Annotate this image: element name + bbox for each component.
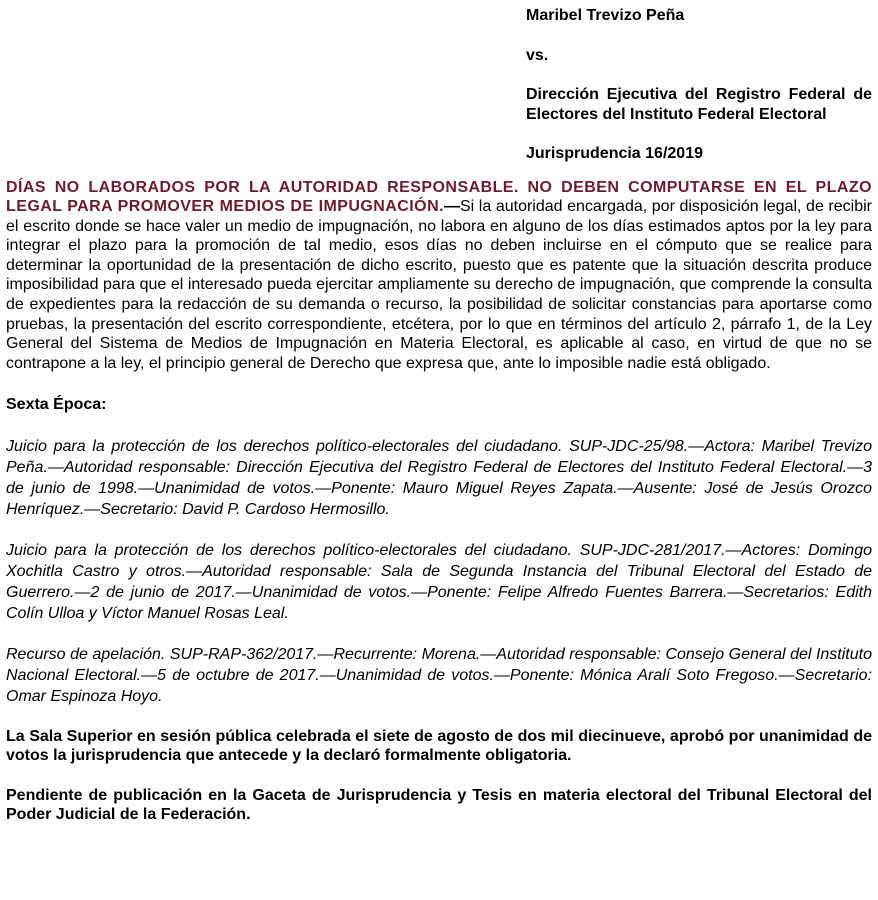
thesis-dash: — [443,198,460,216]
precedent-1: Juicio para la protección de los derechos político-electorales del ciudadano. SUP-JDC-25/98.—Actora: Maribel Trevizo Peña.—Autoridad responsable: Dirección Ejecutiva del Registro Federal de Electores del Instituto Federal Electoral.—3 de junio de 1998.—Unanimidad de votos.—Ponente: Mauro Miguel Reyes Zapata.—Ausente: José de Jesús Orozco Henríquez.—Secretario: David P. Cardoso Hermosillo. [6,437,872,518]
actor-name: Maribel Trevizo Peña [526,7,685,24]
case-header [526,6,872,164]
thesis-title: DÍAS NO LABORADOS POR LA AUTORIDAD RESPONSABLE. NO DEBEN COMPUTARSE EN EL PLAZO LEGAL PARA PROMOVER MEDIOS DE IMPUGNACIÓN. [6,178,872,216]
jurisprudence-number: Jurisprudencia 16/2019 [526,145,703,162]
precedent-3: Recurso de apelación. SUP-RAP-362/2017.—Recurrente: Morena.—Autoridad responsable: Consejo General del Instituto Nacional Electoral.—5 de octubre de 2017.—Unanimidad de votos.—Ponente: Mónica Aralí Soto Fregoso.—Secretario: Omar Espinoza Hoyo. [6,645,872,705]
epoch-heading: Sexta Época: [6,396,107,414]
thesis-body: Si la autoridad encargada, por disposición legal, de recibir el escrito donde se hace valer un medio de impugnación, no labora en alguno de los días estimados aptos por la ley para integrar el plazo para la promoción de tal medio, esos días no deben incluirse en el cómputo que se realice para determinar la oportunidad de la presentación de dicho escrito, puesto que es patente que la situación descrita produce imposibilidad para que el interesado pueda ejercitar ampliamente su derecho de impugnación, que comprende la consulta de expedientes para la redacción de su demanda o recurso, la posibilidad de solicitar constancias para aportarse como pruebas, la presentación del escrito correspondiente, etcétera, por lo que en términos del artículo 2, párrafo 1, de la Ley General del Sistema de Medios de Impugnación en Materia Electoral, es aplicable al caso, en virtud de que no se contrapone a la ley, el principio general de Derecho que expresa que, ante lo imposible nadie está obligado. [6,198,872,372]
precedent-2: Juicio para la protección de los derechos político-electorales del ciudadano. SUP-JDC-281/2017.—Actores: Domingo Xochitla Castro y otros.—Autoridad responsable: Sala de Segunda Instancia del Tribunal Electoral del Estado de Guerrero.—2 de junio de 2017.—Unanimidad de votos.—Ponente: Felipe Alfredo Fuentes Barrera.—Secretarios: Edith Colín Ulloa y Víctor Manuel Rosas Leal. [6,541,872,622]
approval-note: La Sala Superior en sesión pública celebrada el siete de agosto de dos mil diecinueve, aprobó por unanimidad de votos la jurisprudencia que antecede y la declaró formalmente obligatoria. [6,727,872,765]
publication-note: Pendiente de publicación en la Gaceta de Jurisprudencia y Tesis en materia electoral del Tribunal Electoral del Poder Judicial de la Federación. [6,786,872,824]
thesis-paragraph [6,178,872,374]
responsible-authority: Dirección Ejecutiva del Registro Federal de Electores del Instituto Federal Electoral [526,86,872,123]
document-page [6,6,872,845]
versus-label: vs. [526,46,549,64]
